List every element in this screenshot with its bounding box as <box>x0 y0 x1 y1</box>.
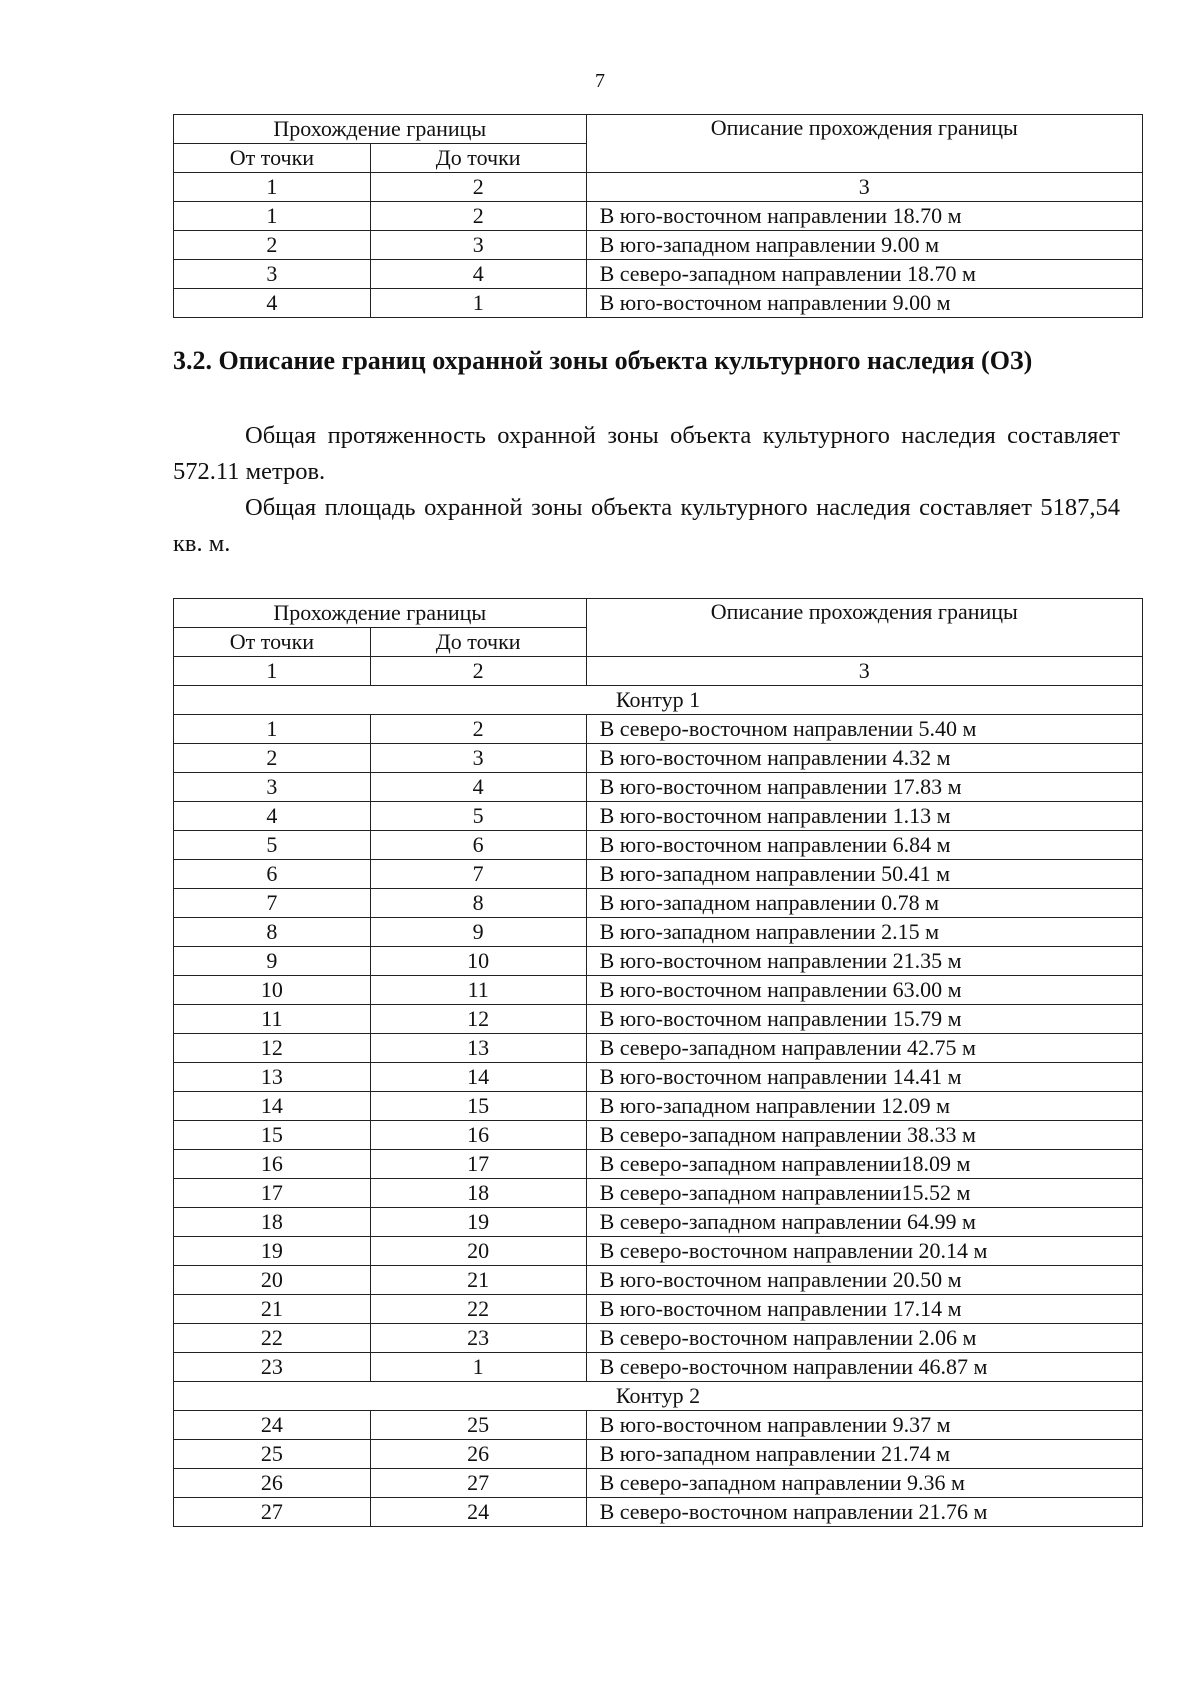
description-cell: В юго-восточном направлении 15.79 м <box>586 1005 1142 1034</box>
description-cell: В северо-восточном направлении 46.87 м <box>586 1353 1142 1382</box>
description-cell: В северо-западном направлении 42.75 м <box>586 1034 1142 1063</box>
to-point-cell: 14 <box>370 1063 586 1092</box>
header-from-point: От точки <box>174 628 371 657</box>
column-number-row <box>174 173 1143 202</box>
contour-2-body <box>174 1411 1143 1527</box>
table-row <box>174 947 1143 976</box>
to-point-cell: 1 <box>370 1353 586 1382</box>
from-point-cell: 3 <box>174 260 371 289</box>
from-point-cell: 7 <box>174 889 371 918</box>
contour-2-row <box>174 1382 1143 1411</box>
description-cell: В юго-западном направлении 21.74 м <box>586 1440 1142 1469</box>
header-row <box>174 599 1143 628</box>
to-point-cell: 25 <box>370 1411 586 1440</box>
description-cell: В юго-западном направлении 50.41 м <box>586 860 1142 889</box>
to-point-cell: 15 <box>370 1092 586 1121</box>
table-row <box>174 744 1143 773</box>
description-cell: В северо-западном направлении18.09 м <box>586 1150 1142 1179</box>
from-point-cell: 22 <box>174 1324 371 1353</box>
description-cell: В юго-восточном направлении 4.32 м <box>586 744 1142 773</box>
description-cell: В юго-восточном направлении 63.00 м <box>586 976 1142 1005</box>
from-point-cell: 11 <box>174 1005 371 1034</box>
to-point-cell: 7 <box>370 860 586 889</box>
to-point-cell: 1 <box>370 289 586 318</box>
table-row <box>174 889 1143 918</box>
table-row <box>174 260 1143 289</box>
column-number-2: 2 <box>370 657 586 686</box>
from-point-cell: 1 <box>174 715 371 744</box>
from-point-cell: 4 <box>174 802 371 831</box>
to-point-cell: 11 <box>370 976 586 1005</box>
column-number-1: 1 <box>174 657 371 686</box>
from-point-cell: 26 <box>174 1469 371 1498</box>
description-cell: В северо-западном направлении 38.33 м <box>586 1121 1142 1150</box>
table-row <box>174 860 1143 889</box>
description-cell: В юго-восточном направлении 17.83 м <box>586 773 1142 802</box>
description-cell: В северо-западном направлении 18.70 м <box>586 260 1142 289</box>
boundary-table-1 <box>173 114 1143 318</box>
description-cell: В юго-восточном направлении 9.00 м <box>586 289 1142 318</box>
description-cell: В северо-восточном направлении 20.14 м <box>586 1237 1142 1266</box>
to-point-cell: 4 <box>370 260 586 289</box>
to-point-cell: 17 <box>370 1150 586 1179</box>
from-point-cell: 24 <box>174 1411 371 1440</box>
table-row <box>174 1063 1143 1092</box>
from-point-cell: 20 <box>174 1266 371 1295</box>
description-cell: В северо-западном направлении 9.36 м <box>586 1469 1142 1498</box>
from-point-cell: 10 <box>174 976 371 1005</box>
to-point-cell: 24 <box>370 1498 586 1527</box>
column-number-3: 3 <box>586 657 1142 686</box>
table-row <box>174 202 1143 231</box>
header-description: Описание прохождения границы <box>586 115 1142 173</box>
description-cell: В юго-западном направлении 9.00 м <box>586 231 1142 260</box>
table-row <box>174 1121 1143 1150</box>
from-point-cell: 25 <box>174 1440 371 1469</box>
to-point-cell: 23 <box>370 1324 586 1353</box>
table-row <box>174 1150 1143 1179</box>
from-point-cell: 18 <box>174 1208 371 1237</box>
to-point-cell: 6 <box>370 831 586 860</box>
header-boundary: Прохождение границы <box>174 115 587 144</box>
to-point-cell: 2 <box>370 202 586 231</box>
column-number-row <box>174 657 1143 686</box>
from-point-cell: 17 <box>174 1179 371 1208</box>
table-row <box>174 715 1143 744</box>
description-cell: В юго-западном направлении 12.09 м <box>586 1092 1142 1121</box>
contour-1-label: Контур 1 <box>174 686 1143 715</box>
table-row <box>174 976 1143 1005</box>
description-cell: В северо-западном направлении15.52 м <box>586 1179 1142 1208</box>
table-row <box>174 1034 1143 1063</box>
to-point-cell: 3 <box>370 744 586 773</box>
to-point-cell: 12 <box>370 1005 586 1034</box>
total-area-paragraph: Общая площадь охранной зоны объекта культурного наследия составляет 5187,54 кв. м. <box>173 494 1120 557</box>
description-cell: В северо-восточном направлении 5.40 м <box>586 715 1142 744</box>
from-point-cell: 9 <box>174 947 371 976</box>
description-cell: В юго-западном направлении 0.78 м <box>586 889 1142 918</box>
table-row <box>174 802 1143 831</box>
table-row <box>174 773 1143 802</box>
description-cell: В северо-восточном направлении 21.76 м <box>586 1498 1142 1527</box>
table-row <box>174 1005 1143 1034</box>
to-point-cell: 10 <box>370 947 586 976</box>
boundary-table-2 <box>173 598 1143 1527</box>
description-cell: В юго-восточном направлении 18.70 м <box>586 202 1142 231</box>
from-point-cell: 19 <box>174 1237 371 1266</box>
description-cell: В юго-западном направлении 2.15 м <box>586 918 1142 947</box>
table-row <box>174 1266 1143 1295</box>
to-point-cell: 13 <box>370 1034 586 1063</box>
to-point-cell: 20 <box>370 1237 586 1266</box>
table-row <box>174 1324 1143 1353</box>
from-point-cell: 16 <box>174 1150 371 1179</box>
to-point-cell: 3 <box>370 231 586 260</box>
contour-2-label: Контур 2 <box>174 1382 1143 1411</box>
to-point-cell: 16 <box>370 1121 586 1150</box>
from-point-cell: 4 <box>174 289 371 318</box>
table-row <box>174 1469 1143 1498</box>
table-row <box>174 1237 1143 1266</box>
description-cell: В юго-восточном направлении 1.13 м <box>586 802 1142 831</box>
description-cell: В юго-восточном направлении 21.35 м <box>586 947 1142 976</box>
description-cell: В юго-восточном направлении 17.14 м <box>586 1295 1142 1324</box>
from-point-cell: 6 <box>174 860 371 889</box>
header-to-point: До точки <box>370 144 586 173</box>
from-point-cell: 5 <box>174 831 371 860</box>
to-point-cell: 22 <box>370 1295 586 1324</box>
table-row <box>174 289 1143 318</box>
to-point-cell: 19 <box>370 1208 586 1237</box>
from-point-cell: 12 <box>174 1034 371 1063</box>
to-point-cell: 8 <box>370 889 586 918</box>
table-1-body <box>174 115 1143 318</box>
from-point-cell: 1 <box>174 202 371 231</box>
page-number: 7 <box>595 70 605 92</box>
from-point-cell: 14 <box>174 1092 371 1121</box>
column-number-3: 3 <box>586 173 1142 202</box>
from-point-cell: 8 <box>174 918 371 947</box>
column-number-2: 2 <box>370 173 586 202</box>
from-point-cell: 15 <box>174 1121 371 1150</box>
description-cell: В юго-восточном направлении 20.50 м <box>586 1266 1142 1295</box>
description-cell: В северо-восточном направлении 2.06 м <box>586 1324 1142 1353</box>
from-point-cell: 21 <box>174 1295 371 1324</box>
to-point-cell: 26 <box>370 1440 586 1469</box>
description-cell: В северо-западном направлении 64.99 м <box>586 1208 1142 1237</box>
description-cell: В юго-восточном направлении 14.41 м <box>586 1063 1142 1092</box>
from-point-cell: 23 <box>174 1353 371 1382</box>
to-point-cell: 21 <box>370 1266 586 1295</box>
table-row <box>174 1498 1143 1527</box>
table-row <box>174 1208 1143 1237</box>
to-point-cell: 27 <box>370 1469 586 1498</box>
header-row <box>174 115 1143 144</box>
from-point-cell: 2 <box>174 744 371 773</box>
from-point-cell: 13 <box>174 1063 371 1092</box>
from-point-cell: 3 <box>174 773 371 802</box>
table-row <box>174 231 1143 260</box>
column-number-1: 1 <box>174 173 371 202</box>
table-row <box>174 1411 1143 1440</box>
header-description: Описание прохождения границы <box>586 599 1142 657</box>
header-to-point: До точки <box>370 628 586 657</box>
table-row <box>174 1092 1143 1121</box>
to-point-cell: 9 <box>370 918 586 947</box>
contour-1-body <box>174 715 1143 1382</box>
table-row <box>174 1440 1143 1469</box>
total-length-paragraph: Общая протяженность охранной зоны объекта культурного наследия составляет 572.11 метров. <box>173 422 1120 485</box>
from-point-cell: 2 <box>174 231 371 260</box>
to-point-cell: 2 <box>370 715 586 744</box>
to-point-cell: 5 <box>370 802 586 831</box>
table-2-head <box>174 599 1143 715</box>
contour-2-head <box>174 1382 1143 1411</box>
to-point-cell: 18 <box>370 1179 586 1208</box>
section-heading: 3.2. Описание границ охранной зоны объекта культурного наследия (ОЗ) <box>173 346 1033 375</box>
table-row <box>174 1295 1143 1324</box>
contour-1-row <box>174 686 1143 715</box>
from-point-cell: 27 <box>174 1498 371 1527</box>
header-from-point: От точки <box>174 144 371 173</box>
table-row <box>174 1179 1143 1208</box>
description-cell: В юго-восточном направлении 6.84 м <box>586 831 1142 860</box>
table-row <box>174 1353 1143 1382</box>
table-row <box>174 831 1143 860</box>
header-boundary: Прохождение границы <box>174 599 587 628</box>
to-point-cell: 4 <box>370 773 586 802</box>
table-row <box>174 918 1143 947</box>
description-cell: В юго-восточном направлении 9.37 м <box>586 1411 1142 1440</box>
